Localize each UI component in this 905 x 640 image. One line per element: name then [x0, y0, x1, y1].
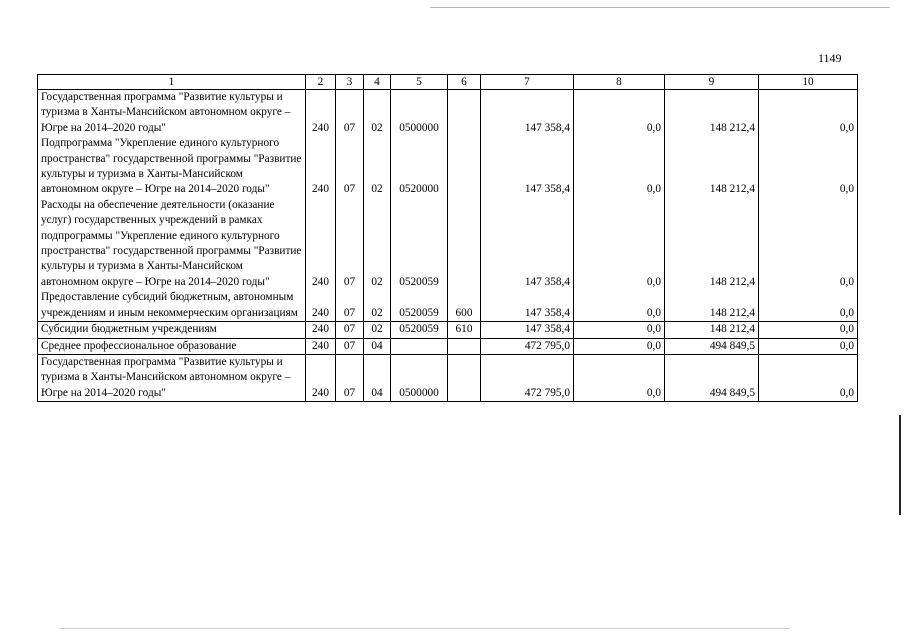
cell-subsection: 04: [364, 354, 391, 401]
cell-ministry: 240: [306, 290, 336, 321]
table-row: [38, 198, 858, 290]
cell-amount-4: 0,0: [759, 136, 858, 198]
cell-amount-4: 0,0: [759, 290, 858, 321]
page-number: 1149: [818, 51, 842, 65]
scan-artifact-top: [430, 7, 890, 8]
cell-expense-type: [448, 90, 481, 137]
cell-subsection: 02: [364, 322, 391, 338]
cell-amount-3: 148 212,4: [665, 290, 759, 321]
cell-amount-1: 147 358,4: [481, 290, 574, 321]
header-col-6: 6: [448, 75, 481, 90]
cell-subsection: 02: [364, 90, 391, 137]
header-col-7: 7: [481, 75, 574, 90]
cell-subsection: 04: [364, 338, 391, 354]
cell-target-code: 0520059: [391, 290, 448, 321]
cell-amount-3: 494 849,5: [665, 354, 759, 401]
cell-amount-4: 0,0: [759, 322, 858, 338]
cell-amount-1: 147 358,4: [481, 198, 574, 290]
cell-amount-3: 148 212,4: [665, 198, 759, 290]
cell-amount-1: 472 795,0: [481, 338, 574, 354]
cell-amount-2: 0,0: [574, 322, 665, 338]
row-name: Субсидии бюджетным учреждениям: [38, 322, 306, 338]
cell-amount-4: 0,0: [759, 198, 858, 290]
cell-subsection: 02: [364, 290, 391, 321]
scan-edge-mark: [899, 415, 901, 515]
cell-subsection: 02: [364, 136, 391, 198]
header-col-3: 3: [336, 75, 364, 90]
cell-expense-type: [448, 338, 481, 354]
row-name: Государственная программа "Развитие культуры и туризма в Ханты-Мансийском автономном округе – Югре на 2014–2020 годы": [38, 354, 306, 401]
cell-amount-3: 148 212,4: [665, 322, 759, 338]
cell-ministry: 240: [306, 338, 336, 354]
cell-ministry: 240: [306, 322, 336, 338]
cell-amount-2: 0,0: [574, 290, 665, 321]
cell-amount-3: 148 212,4: [665, 136, 759, 198]
cell-amount-1: 147 358,4: [481, 90, 574, 137]
cell-expense-type: [448, 136, 481, 198]
cell-target-code: 0520000: [391, 136, 448, 198]
cell-amount-1: 472 795,0: [481, 354, 574, 401]
cell-amount-2: 0,0: [574, 90, 665, 137]
cell-amount-2: 0,0: [574, 338, 665, 354]
row-name: Среднее профессиональное образование: [38, 338, 306, 354]
cell-amount-2: 0,0: [574, 198, 665, 290]
header-col-9: 9: [665, 75, 759, 90]
row-name: Предоставление субсидий бюджетным, автономным учреждениям и иным некоммерческим организациям: [38, 290, 306, 321]
row-name: Государственная программа "Развитие культуры и туризма в Ханты-Мансийском автономном округе – Югре на 2014–2020 годы": [38, 90, 306, 137]
table-row: [38, 136, 858, 198]
cell-amount-1: 147 358,4: [481, 136, 574, 198]
cell-ministry: 240: [306, 136, 336, 198]
cell-target-code: 0500000: [391, 354, 448, 401]
cell-ministry: 240: [306, 354, 336, 401]
cell-section: 07: [336, 290, 364, 321]
header-col-8: 8: [574, 75, 665, 90]
cell-target-code: 0500000: [391, 90, 448, 137]
cell-target-code: 0520059: [391, 322, 448, 338]
header-col-5: 5: [391, 75, 448, 90]
row-name: Расходы на обеспечение деятельности (оказание услуг) государственных учреждений в рамках подпрограммы "Укрепление единого культурного пространства" государственной программы "Развитие культуры и туризма в Ханты-Мансийском автономном округе – Югре на 2014–2020 годы": [38, 198, 306, 290]
budget-table: [37, 74, 858, 402]
cell-subsection: 02: [364, 198, 391, 290]
cell-section: 07: [336, 354, 364, 401]
cell-amount-1: 147 358,4: [481, 322, 574, 338]
scan-artifact-bottom: [60, 628, 790, 629]
row-name: Подпрограмма "Укрепление единого культурного пространства" государственной программы "Развитие культуры и туризма в Ханты-Мансийском автономном округе – Югре на 2014–2020 годы": [38, 136, 306, 198]
cell-amount-2: 0,0: [574, 136, 665, 198]
cell-amount-4: 0,0: [759, 338, 858, 354]
cell-expense-type: 610: [448, 322, 481, 338]
header-col-10: 10: [759, 75, 858, 90]
table-row: [38, 354, 858, 401]
cell-amount-2: 0,0: [574, 354, 665, 401]
header-col-1: 1: [38, 75, 306, 90]
cell-target-code: [391, 338, 448, 354]
cell-section: 07: [336, 322, 364, 338]
header-col-4: 4: [364, 75, 391, 90]
cell-target-code: 0520059: [391, 198, 448, 290]
cell-expense-type: [448, 198, 481, 290]
cell-amount-4: 0,0: [759, 90, 858, 137]
header-row: [38, 75, 858, 90]
table-row: [38, 290, 858, 321]
cell-section: 07: [336, 338, 364, 354]
cell-ministry: 240: [306, 90, 336, 137]
cell-section: 07: [336, 90, 364, 137]
table-row: [38, 90, 858, 137]
header-col-2: 2: [306, 75, 336, 90]
cell-section: 07: [336, 198, 364, 290]
cell-amount-3: 148 212,4: [665, 90, 759, 137]
cell-ministry: 240: [306, 198, 336, 290]
table-row: [38, 322, 858, 338]
table-row: [38, 338, 858, 354]
cell-expense-type: 600: [448, 290, 481, 321]
cell-section: 07: [336, 136, 364, 198]
cell-expense-type: [448, 354, 481, 401]
cell-amount-3: 494 849,5: [665, 338, 759, 354]
cell-amount-4: 0,0: [759, 354, 858, 401]
